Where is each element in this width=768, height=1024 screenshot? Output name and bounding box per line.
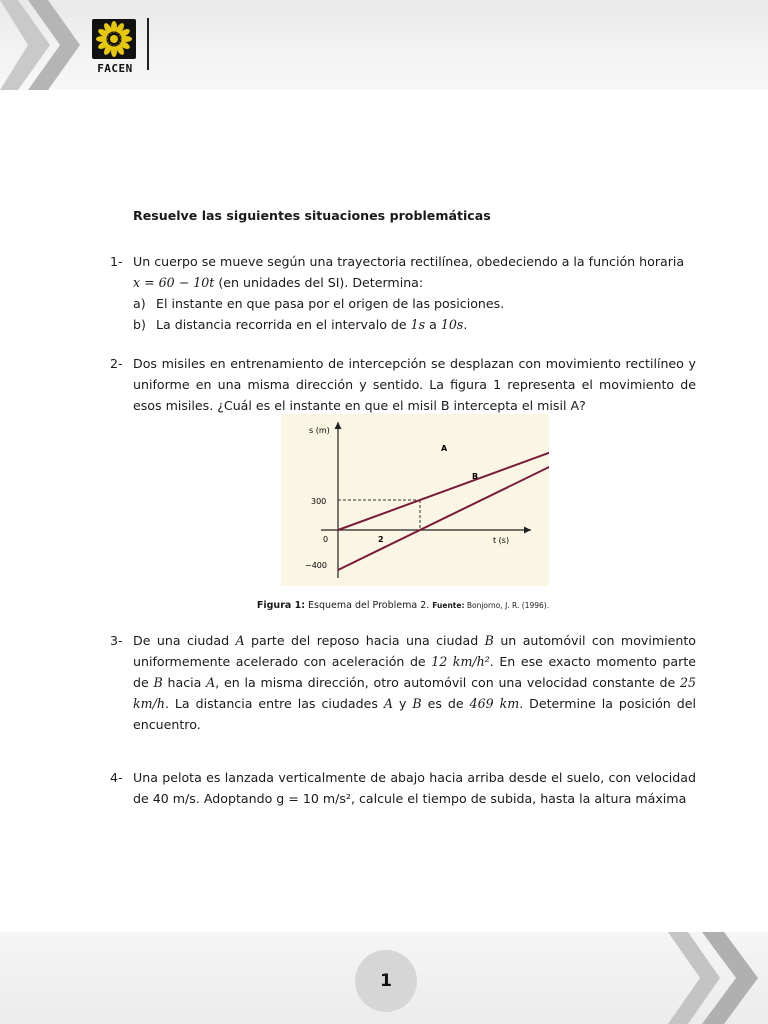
caption-text: Esquema del Problema 2.	[305, 600, 433, 611]
list-item	[133, 293, 696, 314]
chevron-decoration-icon	[668, 932, 768, 1024]
problem-number: 1-	[110, 254, 123, 269]
problem-3	[110, 630, 696, 735]
problem-number: 2-	[110, 356, 123, 371]
list-item	[133, 314, 696, 335]
y-tick-label: −400	[305, 561, 327, 570]
item-text: La distancia recorrida en el intervalo de	[156, 317, 411, 332]
series-label-b: B	[472, 472, 479, 481]
series-line-b	[338, 452, 549, 570]
item-text: .	[463, 317, 468, 332]
series-line-a	[338, 442, 549, 531]
equation: x = 60 − 10t	[133, 275, 215, 290]
caption-source-label: Fuente:	[432, 601, 465, 610]
math-value: 10s	[440, 317, 464, 332]
math-value: 1s	[410, 317, 426, 332]
chart-svg	[281, 414, 549, 586]
problem-text: De una ciudad A parte del reposo hacia una ciudad B un automóvil con movimiento uniformemente acelerado con aceleración de 12 km/h². En ese exacto momento parte de B hacia A, en la misma dirección, otro automóvil con una velocidad constante de 25 km/h. La distancia entre las ciudades A y B es de 469 km. Determine la posición del encuentro.	[133, 633, 697, 732]
item-text: a	[425, 317, 441, 332]
page-number: 1	[380, 971, 392, 991]
item-label: b)	[133, 317, 146, 332]
logo-text: FACEN	[97, 62, 133, 75]
figure-chart	[281, 414, 549, 586]
page-header	[0, 0, 768, 90]
facen-logo	[92, 19, 136, 59]
page-footer	[0, 932, 768, 1024]
problem-text: Una pelota es lanzada verticalmente de abajo hacia arriba desde el suelo, con velocidad de 40 m/s. Adoptando g = 10 m/s², calcule el tiempo de subida, hasta la altura máxima	[133, 770, 696, 806]
item-text: El instante en que pasa por el origen de las posiciones.	[156, 296, 505, 311]
logo-divider	[147, 18, 149, 70]
page-number-badge	[355, 950, 417, 1012]
y-axis-label: s (m)	[309, 426, 330, 435]
caption-label: Figura 1:	[256, 600, 306, 611]
problem-text: Dos misiles en entrenamiento de intercepción se desplazan con movimiento rectilíneo y uniforme en una misma dirección y sentido. La figura 1 representa el movimiento de esos misiles. ¿Cuál es el instante en que el misil B intercepta el misil A?	[133, 356, 696, 413]
section-heading: Resuelve las siguientes situaciones problemáticas	[133, 208, 491, 223]
x-axis-label: t (s)	[493, 536, 510, 545]
x-tick-label: 2	[378, 535, 384, 544]
problem-2	[110, 353, 696, 416]
series-label-a: A	[441, 444, 448, 453]
y-tick-label: 0	[323, 535, 329, 544]
problem-4	[110, 767, 696, 809]
caption-source: Bonjorno, J. R. (1996).	[464, 601, 550, 610]
chevron-decoration-icon	[0, 0, 80, 90]
problem-text: (en unidades del SI). Determina:	[214, 275, 424, 290]
y-tick-label: 300	[311, 497, 327, 506]
item-label: a)	[133, 296, 146, 311]
figure-caption	[110, 600, 696, 611]
problem-number: 3-	[110, 633, 123, 648]
problem-text: Un cuerpo se mueve según una trayectoria rectilínea, obedeciendo a la función horaria	[133, 254, 685, 269]
problem-number: 4-	[110, 770, 123, 785]
problem-1	[110, 251, 696, 335]
